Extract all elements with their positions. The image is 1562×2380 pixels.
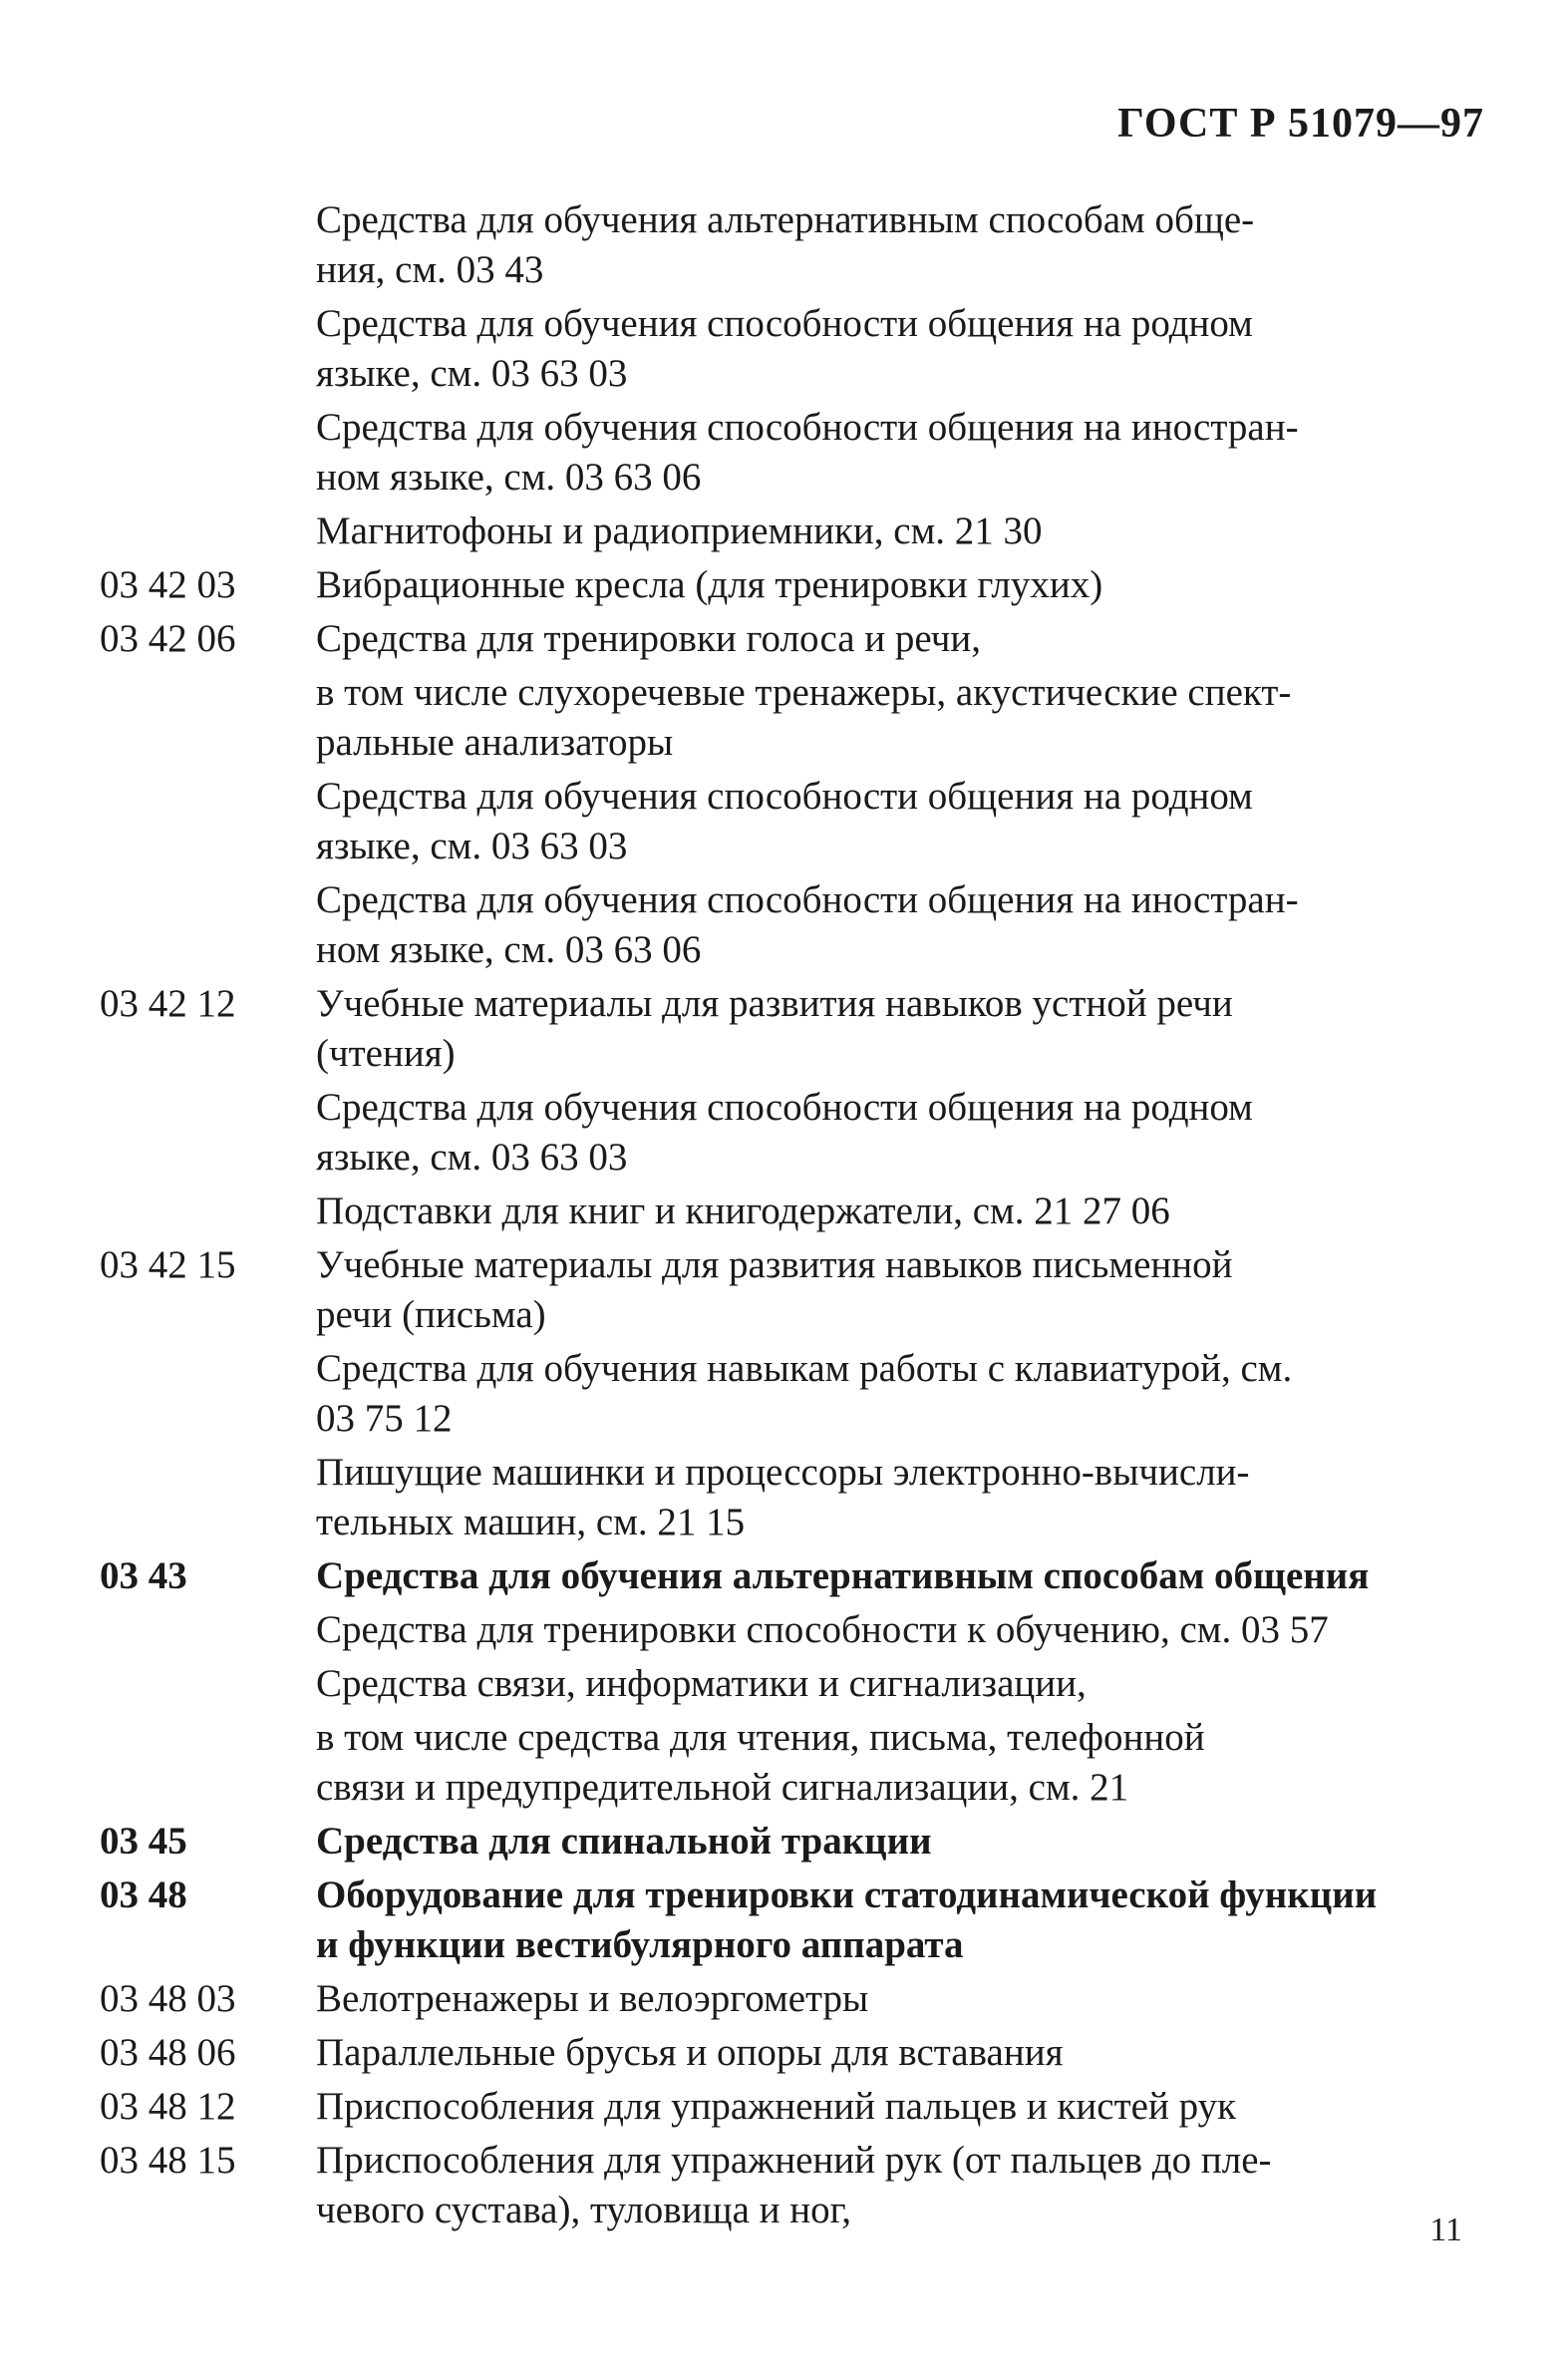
entry-line: языке, см. 03 63 03 <box>316 825 628 867</box>
entry-code: 03 42 06 <box>100 617 236 660</box>
entry-text <box>316 614 1480 664</box>
entry-line: Учебные материалы для развития навыков письменной <box>316 1243 1233 1286</box>
entry-line: Учебные материалы для развития навыков устной речи <box>316 982 1233 1025</box>
entry-row <box>100 1083 1495 1183</box>
entry-row <box>100 299 1495 399</box>
entry-line: Параллельные брусья и опоры для вставания <box>316 2031 1064 2074</box>
entry-line: и функции вестибулярного аппарата <box>316 1923 964 1966</box>
entry-line: Средства для обучения способности общения на родном <box>316 302 1253 345</box>
entry-text <box>316 2136 1480 2235</box>
entry-row-03-42-06 <box>100 614 1495 664</box>
entry-line: Средства для обучения альтернативным способам общения <box>316 1554 1370 1597</box>
entry-row-03-43 <box>100 1551 1495 1601</box>
entry-text <box>316 403 1480 503</box>
entry-row <box>100 1448 1495 1547</box>
entry-line: тельных машин, см. 21 15 <box>316 1501 746 1543</box>
entry-line: ном языке, см. 03 63 06 <box>316 456 702 499</box>
entry-line: (чтения) <box>316 1032 456 1075</box>
entry-row-03-42-03 <box>100 560 1495 610</box>
entry-row-03-42-15 <box>100 1240 1495 1340</box>
entry-code: 03 48 12 <box>100 2085 236 2128</box>
entry-row-03-48-06 <box>100 2028 1495 2078</box>
entry-code: 03 48 06 <box>100 2031 236 2074</box>
entry-line: Средства для обучения способности общения на иностран- <box>316 406 1299 449</box>
entry-row <box>100 403 1495 503</box>
entry-line: Средства для тренировки голоса и речи, <box>316 617 981 660</box>
entry-line: Средства для тренировки способности к обучению, см. 03 57 <box>316 1608 1329 1651</box>
entry-row-03-48-12 <box>100 2082 1495 2132</box>
entry-text <box>316 1448 1480 1547</box>
entry-line: Средства для спинальной тракции <box>316 1820 932 1863</box>
page-number: 11 <box>1429 2211 1462 2248</box>
entry-text <box>316 1974 1480 2024</box>
entry-row <box>100 772 1495 871</box>
entry-line: Подставки для книг и книгодержатели, см. 21 27 06 <box>316 1190 1170 1232</box>
entry-row-03-48 <box>100 1870 1495 1970</box>
entry-line: Велотренажеры и велоэргометры <box>316 1977 869 2020</box>
entry-line: ния, см. 03 43 <box>316 248 544 291</box>
entry-row <box>100 1344 1495 1444</box>
entry-line: ральные анализаторы <box>316 721 674 764</box>
entry-line: Вибрационные кресла (для тренировки глухих) <box>316 563 1103 606</box>
entry-row <box>100 1659 1495 1709</box>
entry-text <box>316 560 1480 610</box>
entry-text <box>316 1605 1480 1655</box>
entry-code: 03 43 <box>100 1554 187 1597</box>
entry-row-03-48-03 <box>100 1974 1495 2024</box>
entry-text <box>316 507 1480 556</box>
entry-code: 03 48 03 <box>100 1977 236 2020</box>
entry-text <box>316 1083 1480 1183</box>
entry-code: 03 48 15 <box>100 2139 236 2182</box>
entry-line: 03 75 12 <box>316 1397 453 1440</box>
entry-text <box>316 979 1480 1079</box>
entry-text <box>316 195 1480 295</box>
entry-line: Средства связи, информатики и сигнализации, <box>316 1662 1087 1705</box>
entry-text <box>316 668 1480 768</box>
entry-code: 03 42 03 <box>100 563 236 606</box>
entry-code: 03 48 <box>100 1873 187 1916</box>
classification-list <box>100 195 1495 2235</box>
entry-row-03-42-12 <box>100 979 1495 1079</box>
entry-line: чевого сустава), туловища и ног, <box>316 2189 851 2231</box>
entry-row <box>100 195 1495 295</box>
entry-line: языке, см. 03 63 03 <box>316 1136 628 1179</box>
entry-row <box>100 1605 1495 1655</box>
entry-text <box>316 2082 1480 2132</box>
entry-text <box>316 1240 1480 1340</box>
entry-line: ном языке, см. 03 63 06 <box>316 928 702 971</box>
entry-line: речи (письма) <box>316 1293 546 1336</box>
entry-line: связи и предупредительной сигнализации, см. 21 <box>316 1766 1129 1809</box>
section-heading <box>316 1551 1480 1601</box>
entry-line: Средства для обучения альтернативным способам обще- <box>316 198 1255 241</box>
entry-line: языке, см. 03 63 03 <box>316 352 628 395</box>
entry-line: Пишущие машинки и процессоры электронно-вычисли- <box>316 1451 1250 1494</box>
entry-row <box>100 875 1495 975</box>
entry-row <box>100 668 1495 768</box>
entry-line: в том числе средства для чтения, письма, телефонной <box>316 1716 1205 1759</box>
entry-row <box>100 1187 1495 1236</box>
entry-code: 03 45 <box>100 1820 187 1863</box>
section-heading <box>316 1817 1480 1867</box>
entry-text <box>316 1187 1480 1236</box>
entry-line: Оборудование для тренировки статодинамической функции <box>316 1873 1378 1916</box>
entry-line: Средства для обучения способности общения на родном <box>316 1086 1253 1129</box>
entry-text <box>316 1659 1480 1709</box>
entry-line: Приспособления для упражнений пальцев и кистей рук <box>316 2085 1237 2128</box>
entry-row-03-48-15 <box>100 2136 1495 2235</box>
entry-row <box>100 507 1495 556</box>
entry-line: Магнитофоны и радиоприемники, см. 21 30 <box>316 510 1043 552</box>
entry-code: 03 42 12 <box>100 982 236 1025</box>
entry-line: Средства для обучения навыкам работы с клавиатурой, см. <box>316 1347 1293 1390</box>
entry-text <box>316 772 1480 871</box>
section-heading <box>316 1870 1480 1970</box>
entry-text <box>316 2028 1480 2078</box>
document-header: ГОСТ Р 51079—97 <box>1117 101 1484 147</box>
entry-line: Приспособления для упражнений рук (от пальцев до пле- <box>316 2139 1272 2182</box>
entry-code: 03 42 15 <box>100 1243 236 1286</box>
entry-line: в том числе слухоречевые тренажеры, акустические спект- <box>316 671 1292 714</box>
entry-text <box>316 1713 1480 1813</box>
entry-text <box>316 1344 1480 1444</box>
entry-row <box>100 1713 1495 1813</box>
entry-text <box>316 875 1480 975</box>
entry-text <box>316 299 1480 399</box>
entry-row-03-45 <box>100 1817 1495 1867</box>
entry-line: Средства для обучения способности общения на родном <box>316 775 1253 818</box>
entry-line: Средства для обучения способности общения на иностран- <box>316 878 1299 921</box>
